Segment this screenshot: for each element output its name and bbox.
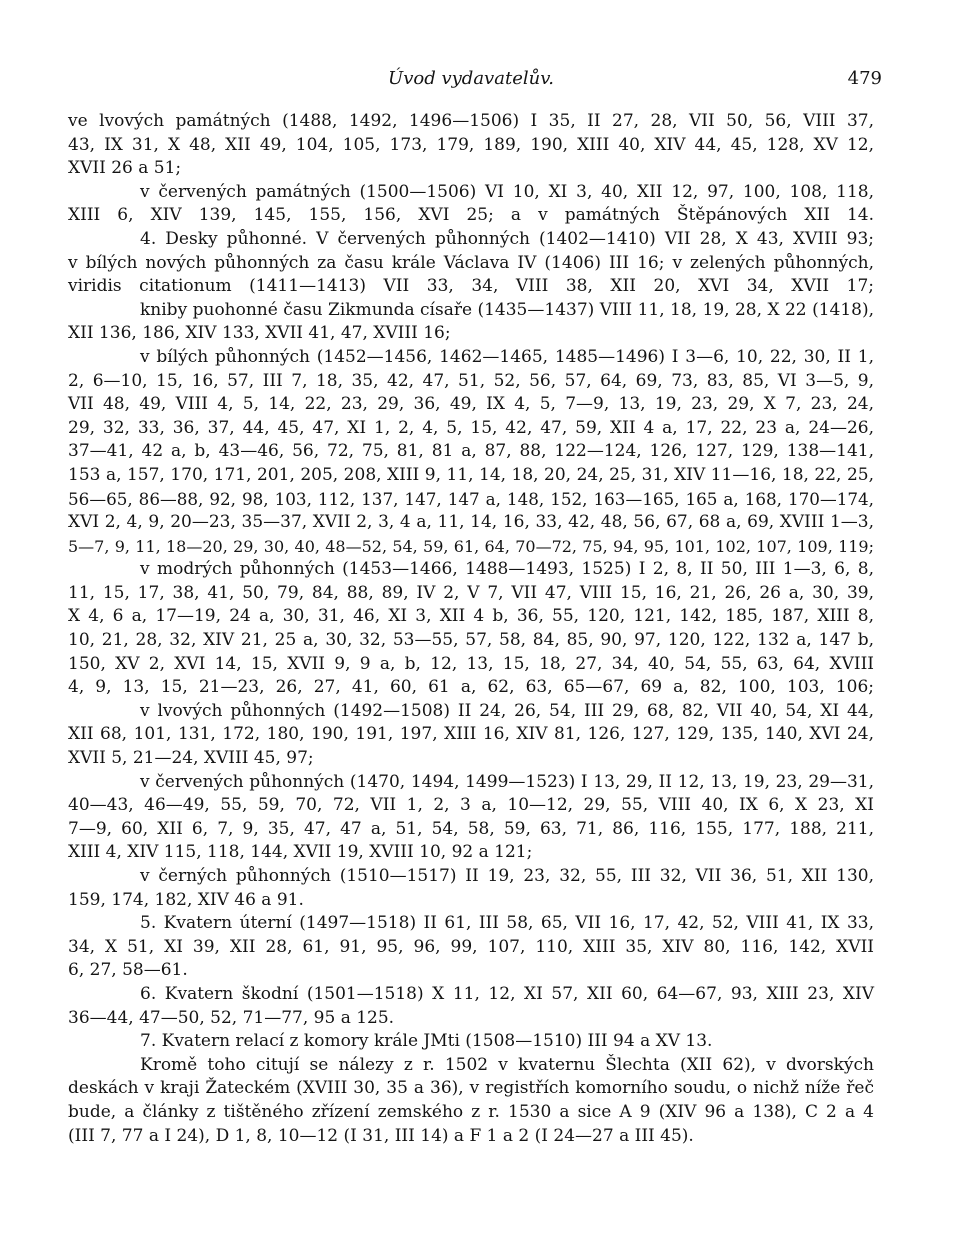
text-line: 7. Kvatern relací z komory krále JMti (1508—1510) III 94 a XV 13. — [140, 1031, 713, 1052]
text-line: 5—7, 9, 11, 18—20, 29, 30, 40, 48—52, 54, 59, 61, 64, 70—72, 75, 94, 95, 101, 102, 107, 109, 119; — [68, 536, 874, 556]
text-line: v bílých nových půhonných za času krále Václava IV (1406) III 16; v zelených půhonných, — [68, 252, 874, 273]
text-line: v červených půhonných (1470, 1494, 1499—1523) I 13, 29, II 12, 13, 19, 23, 29—31, — [140, 771, 874, 792]
text-line: 150, XV 2, XVI 14, 15, XVII 9, 9 a, b, 12, 13, 15, 18, 27, 34, 40, 54, 55, 63, 64, XVIII — [68, 653, 874, 674]
text-line: ve lvových památných (1488, 1492, 1496—1506) I 35, II 27, 28, VII 50, 56, VIII 37, — [68, 111, 874, 131]
text-line: VII 48, 49, VIII 4, 5, 14, 22, 23, 29, 36, 49, IX 4, 5, 7—9, 13, 19, 23, 29, X 7, 23, 24, — [68, 394, 874, 415]
text-line: 40—43, 46—49, 55, 59, 70, 72, VII 1, 2, 3 a, 10—12, 29, 55, VIII 40, IX 6, X 23, XI — [68, 795, 874, 816]
text-line: deskách v kraji Žateckém (XVIII 30, 35 a 36), v registřích komorního soudu, o nichž níže řeč — [68, 1078, 874, 1099]
page-number: 479 — [847, 68, 882, 89]
text-line: v modrých půhonných (1453—1466, 1488—1493, 1525) I 2, 8, II 50, III 1—3, 6, 8, — [140, 559, 874, 580]
text-line: 56—65, 86—88, 92, 98, 103, 112, 137, 147, 147 a, 148, 152, 163—165, 165 a, 168, 170—174, — [68, 488, 874, 509]
text-line: v bílých půhonných (1452—1456, 1462—1465, 1485—1496) I 3—6, 10, 22, 30, II 1, — [140, 346, 874, 367]
text-line: bude, a články z tištěného zřízení zemského z r. 1530 a sice A 9 (XIV 96 a 138), C 2 a 4 — [68, 1101, 874, 1122]
text-line: 7—9, 60, XII 6, 7, 9, 35, 47, 47 a, 51, 54, 58, 59, 63, 71, 86, 116, 155, 177, 188, 211, — [68, 818, 874, 839]
text-line: Kromě toho citují se nálezy z r. 1502 v kvaternu Šlechta (XII 62), v dvorských — [140, 1054, 874, 1075]
text-line: XVII 5, 21—24, XVIII 45, 97; — [68, 748, 314, 769]
text-line: X 4, 6 a, 17—19, 24 a, 30, 31, 46, XI 3, XII 4 b, 36, 55, 120, 121, 142, 185, 187, XIII 8, — [68, 606, 874, 627]
text-line: v černých půhonných (1510—1517) II 19, 23, 32, 55, III 32, VII 36, 51, XII 130, — [140, 866, 874, 886]
text-line: 4, 9, 13, 15, 21—23, 26, 27, 41, 60, 61 a, 62, 63, 65—67, 69 a, 82, 100, 103, 106; — [68, 677, 874, 698]
text-line: 159, 174, 182, XIV 46 a 91. — [68, 889, 304, 910]
text-line: 2, 6—10, 15, 16, 57, III 7, 18, 35, 42, 47, 51, 52, 56, 57, 64, 69, 73, 83, 85, VI 3—5, 9, — [68, 370, 874, 391]
text-line: 37—41, 42 a, b, 43—46, 56, 72, 75, 81, 81 a, 87, 88, 122—124, 126, 127, 129, 138—141, — [68, 441, 874, 462]
text-line: 4. Desky půhonné. V červených půhonných (1402—1410) VII 28, X 43, XVIII 93; — [140, 228, 874, 249]
text-line: 34, X 51, XI 39, XII 28, 61, 91, 95, 96, 99, 107, 110, XIII 35, XIV 80, 116, 142, XVII — [68, 936, 874, 957]
text-line: 6, 27, 58—61. — [68, 960, 188, 981]
page-header — [68, 64, 882, 94]
text-line: 43, IX 31, X 48, XII 49, 104, 105, 173, 179, 189, 190, XIII 40, XIV 44, 45, 128, XV 12, — [68, 134, 874, 155]
text-line: 10, 21, 28, 32, XIV 21, 25 a, 30, 32, 53—55, 57, 58, 84, 85, 90, 97, 120, 122, 132 a, 147 b, — [68, 630, 874, 651]
text-line: v lvových půhonných (1492—1508) II 24, 26, 54, III 29, 68, 82, VII 40, 54, XI 44, — [140, 700, 874, 721]
text-line: XII 68, 101, 131, 172, 180, 190, 191, 197, XIII 16, XIV 81, 126, 127, 129, 135, 140, XVI 24, — [68, 724, 874, 745]
text-line: v červených památných (1500—1506) VI 10, XI 3, 40, XII 12, 97, 100, 108, 118, — [140, 181, 874, 202]
text-line: (III 7, 77 a I 24), D 1, 8, 10—12 (I 31, III 14) a F 1 a 2 (I 24—27 a III 45). — [68, 1125, 694, 1146]
text-line: XIII 4, XIV 115, 118, 144, XVII 19, XVIII 10, 92 a 121; — [68, 842, 533, 863]
text-line: 29, 32, 33, 36, 37, 44, 45, 47, XI 1, 2, 4, 5, 15, 42, 47, 59, XII 4 a, 17, 22, 23 a, 24—26, — [68, 417, 874, 438]
text-line: 36—44, 47—50, 52, 71—77, 95 a 125. — [68, 1007, 395, 1028]
text-line: 11, 15, 17, 38, 41, 50, 79, 84, 88, 89, IV 2, V 7, VII 47, VIII 15, 16, 21, 26, 26 a, 30, 39, — [68, 582, 874, 603]
running-title: Úvod vydavatelův. — [388, 68, 554, 89]
text-line: viridis citationum (1411—1413) VII 33, 34, VIII 38, XII 20, XVI 34, XVII 17; — [68, 276, 874, 297]
text-line: kniby puohonné času Zikmunda císaře (1435—1437) VIII 11, 18, 19, 28, X 22 (1418), — [140, 299, 874, 320]
text-line: XII 136, 186, XIV 133, XVII 41, 47, XVIII 16; — [68, 323, 451, 344]
text-line: XVII 26 a 51; — [68, 158, 182, 179]
text-line: 6. Kvatern škodní (1501—1518) X 11, 12, XI 57, XII 60, 64—67, 93, XIII 23, XIV — [140, 983, 874, 1004]
body-text — [68, 110, 874, 1148]
text-line: XIII 6, XIV 139, 145, 155, 156, XVI 25; a v památných Štěpánových XII 14. — [68, 205, 874, 226]
text-line: 153 a, 157, 170, 171, 201, 205, 208, XIII 9, 11, 14, 18, 20, 24, 25, 31, XIV 11—16, 18, 22, 25, — [68, 464, 874, 485]
text-line: XVI 2, 4, 9, 20—23, 35—37, XVII 2, 3, 4 a, 11, 14, 16, 33, 42, 48, 56, 67, 68 a, 69, XVIII 1—3, — [68, 512, 874, 533]
text-line: 5. Kvatern úterní (1497—1518) II 61, III 58, 65, VII 16, 17, 42, 52, VIII 41, IX 33, — [140, 913, 874, 934]
